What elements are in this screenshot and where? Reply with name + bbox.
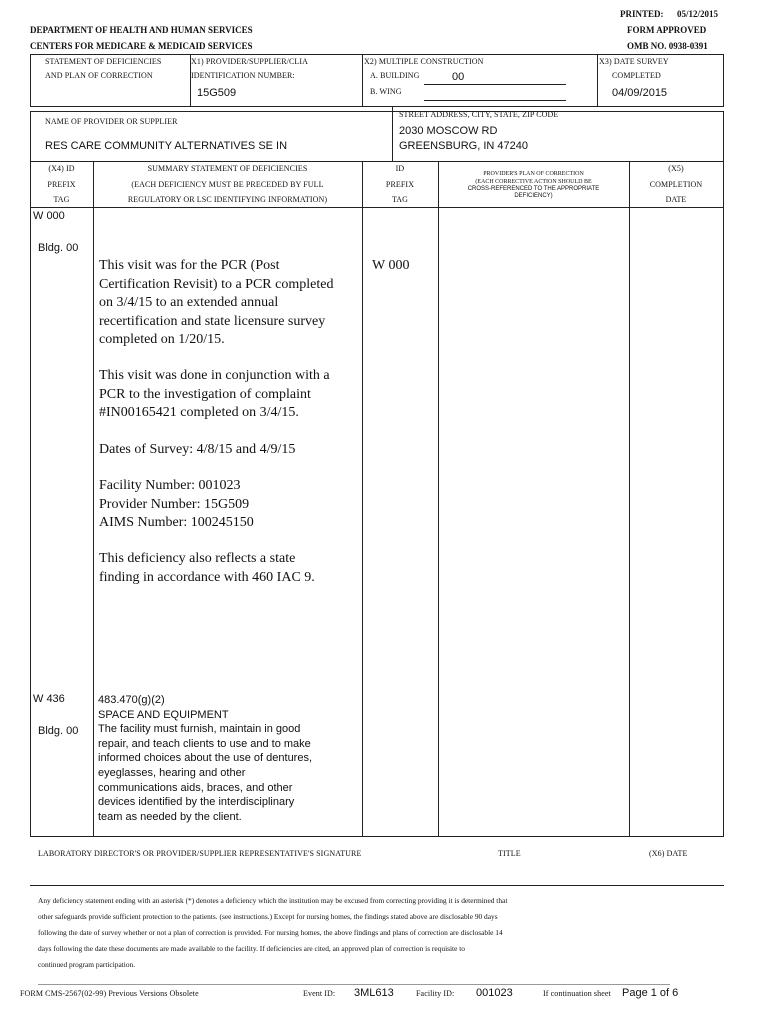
provider-name-value: RES CARE COMMUNITY ALTERNATIVES SE IN — [45, 140, 288, 152]
plan-header-4: DEFICIENCY) — [514, 193, 553, 199]
x2-label: X2) MULTIPLE CONSTRUCTION — [364, 57, 484, 66]
bldg-w436: Bldg. 00 — [38, 725, 79, 737]
x1-label-2: IDENTIFICATION NUMBER: — [191, 71, 295, 80]
facility-id-label: Facility ID: — [416, 989, 455, 998]
x5-header-date: DATE — [665, 195, 687, 204]
completed-label: COMPLETED — [612, 71, 661, 80]
deficiency-paragraph: Facility Number: 001023 Provider Number: 15G509 AIMS Number: 100245150 — [99, 478, 254, 530]
deficiency-paragraph: This deficiency also reflects a state finding in accordance with 460 IAC 9. — [99, 551, 315, 585]
title-label: TITLE — [498, 849, 521, 858]
x4-header-tag: TAG — [53, 195, 70, 204]
wing-label: B. WING — [370, 87, 402, 96]
statement-label: STATEMENT OF DEFICIENCIES — [45, 57, 162, 66]
event-id-value: 3ML613 — [354, 987, 394, 999]
form-approved: FORM APPROVED — [627, 25, 707, 35]
plan-header-3: CROSS-REFERENCED TO THE APPROPRIATE — [467, 186, 600, 192]
event-id-label: Event ID: — [303, 989, 336, 998]
deficiency-paragraph: Dates of Survey: 4/8/15 and 4/9/15 — [99, 442, 296, 457]
x4-header: (X4) ID — [48, 164, 75, 173]
x5-header: (X5) — [668, 164, 684, 173]
printed-date: 05/12/2015 — [677, 9, 719, 19]
printed-label: PRINTED: — [620, 9, 664, 19]
address-line-1: 2030 MOSCOW RD — [399, 125, 498, 137]
plan-header-2: (EACH CORRECTIVE ACTION SHOULD BE — [475, 179, 592, 185]
form-number: FORM CMS-2567(02-99) Previous Versions Obsolete — [20, 989, 199, 998]
building-label: A. BUILDING — [370, 71, 420, 80]
x6-date-label: (X6) DATE — [649, 849, 688, 858]
signature-label: LABORATORY DIRECTOR'S OR PROVIDER/SUPPLIER REPRESENTATIVE'S SIGNATURE — [38, 849, 362, 858]
facility-id-value: 001023 — [476, 987, 513, 999]
x3-label: X3) DATE SURVEY — [599, 57, 669, 66]
deficiency-paragraph: This visit was for the PCR (Post Certification Revisit) to a PCR completed on 3/4/15 to an extended annual recertification and state licensure survey completed on 1/20/15. — [99, 258, 334, 347]
continuation-label: If continuation sheet — [543, 989, 611, 998]
summary-header-2: (EACH DEFICIENCY MUST BE PRECEDED BY FULL — [131, 180, 324, 189]
building-value: 00 — [452, 71, 465, 83]
centers-title: CENTERS FOR MEDICARE & MEDICAID SERVICES — [30, 41, 253, 51]
plan-header: PROVIDER'S PLAN OF CORRECTION — [483, 171, 584, 177]
deficiency-paragraph: This visit was done in conjunction with a PCR to the investigation of complaint #IN00165421 completed on 3/4/15. — [99, 368, 330, 420]
id-header-prefix: PREFIX — [385, 180, 415, 189]
summary-header: SUMMARY STATEMENT OF DEFICIENCIES — [147, 164, 308, 173]
provider-name-label: NAME OF PROVIDER OR SUPPLIER — [45, 117, 178, 126]
provider-id-value: 15G509 — [197, 87, 237, 99]
plan-label: AND PLAN OF CORRECTION — [45, 71, 153, 80]
right-tag-w000: W 000 — [372, 258, 410, 273]
department-title: DEPARTMENT OF HEALTH AND HUMAN SERVICES — [30, 25, 253, 35]
id-header-tag: TAG — [391, 195, 409, 204]
bldg-w000: Bldg. 00 — [38, 242, 79, 254]
id-header: ID — [395, 164, 405, 173]
summary-header-3: REGULATORY OR LSC IDENTIFYING INFORMATION) — [127, 195, 328, 204]
page-number: Page 1 of 6 — [622, 987, 679, 999]
regulation-text-w436: 483.470(g)(2) SPACE AND EQUIPMENT The facility must furnish, maintain in good repair, and teach clients to use and to make informed choices about the use of dentures, eyeglasses, hearing and other communications aids, braces, and other devices identified by the interdisciplinary team as needed by the client. — [98, 694, 313, 823]
address-label: STREET ADDRESS, CITY, STATE, ZIP CODE — [399, 110, 559, 119]
x1-label: X1) PROVIDER/SUPPLIER/CLIA — [191, 57, 309, 66]
disclaimer-text: Any deficiency statement ending with an asterisk (*) denotes a deficiency which the institution may be excused from correcting providing it is determined that other safeguards provide sufficient protection to the patients. (see instructions.) Except for nursing homes, the findings stated above are disclosable 90 days following the date of survey whether or not a plan of correction is provided. For nursing homes, the above findings and plans of correction are disclosable 14 days following the date these documents are made available to the facility. If deficiencies are cited, an approved plan of correction is requisite to continued program participation. — [38, 896, 508, 969]
address-line-2: GREENSBURG, IN 47240 — [399, 140, 528, 152]
tag-w000: W 000 — [33, 210, 65, 222]
x5-header-completion: COMPLETION — [649, 180, 703, 189]
survey-date-value: 04/09/2015 — [612, 87, 668, 99]
omb-number: OMB NO. 0938-0391 — [627, 41, 708, 51]
x4-header-prefix: PREFIX — [47, 180, 76, 189]
tag-w436: W 436 — [33, 693, 65, 705]
